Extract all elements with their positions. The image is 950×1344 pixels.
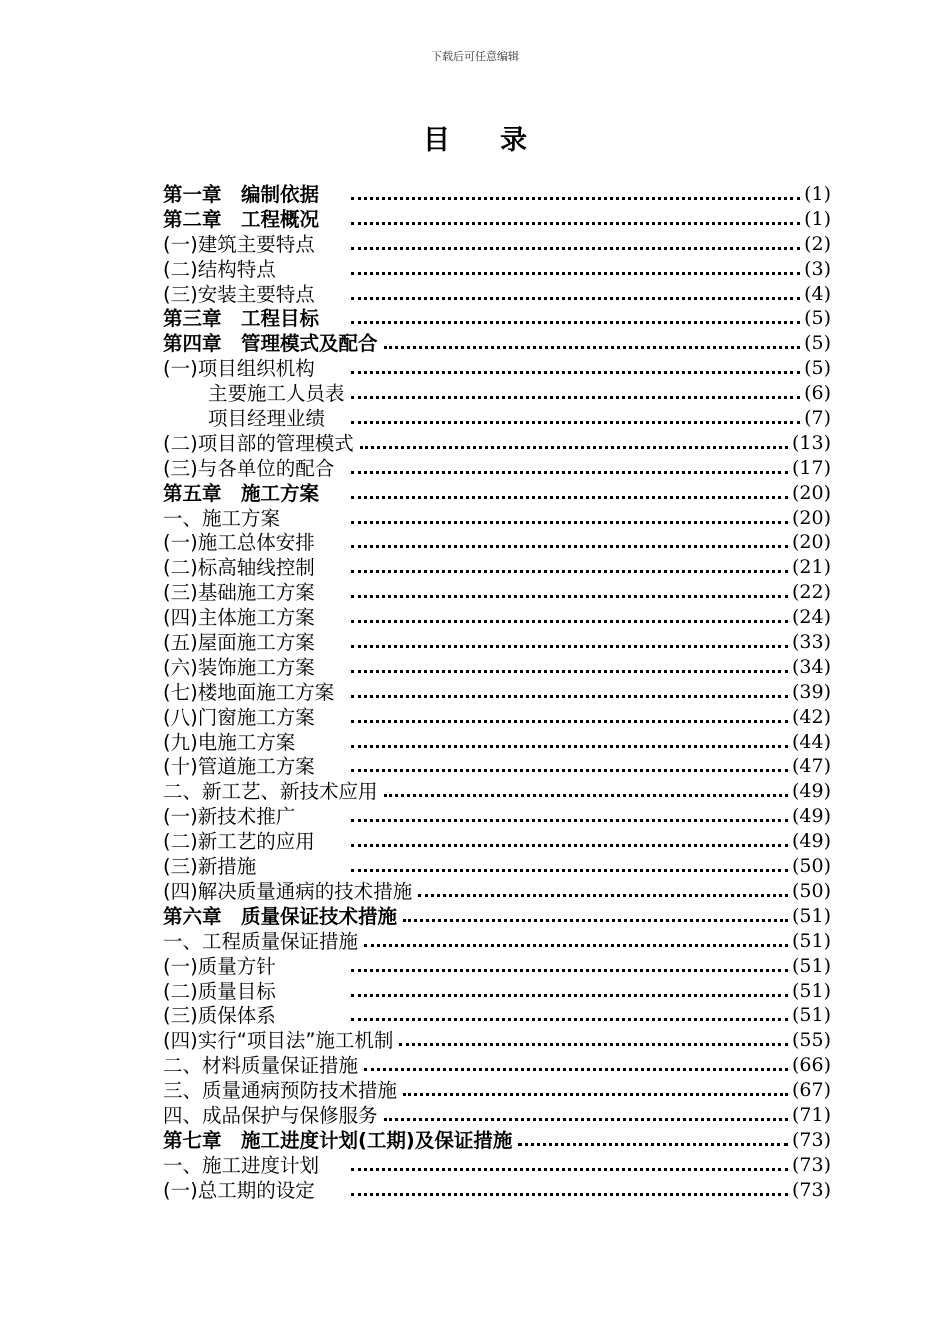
toc-entry-label: 一、施工进度计划 [163,1153,320,1177]
toc-entry [163,1028,831,1053]
toc-entry [163,232,831,257]
toc-entry [163,1153,831,1178]
toc-entry-page: (49) [791,805,831,828]
toc-entry-label: 第七章 施工进度计划(工期)及保证措施 [163,1128,513,1152]
toc-entry-label: (二)标高轴线控制 [163,556,315,580]
toc-entry-label: 项目经理业绩 [208,407,326,431]
toc-entry-label: (七)楼地面施工方案 [163,680,335,704]
toc-entry [163,929,831,954]
toc-entry-page: (73) [791,1153,831,1176]
toc-entry-page: (51) [791,929,831,952]
toc-entry-page: (49) [791,780,831,803]
toc-entry [163,331,831,356]
dot-leader [384,794,788,797]
toc-entry [163,1053,831,1078]
toc-entry-label: (二)新工艺的应用 [163,830,315,854]
toc-entry-label: 主要施工人员表 [208,382,345,406]
toc-entry-page: (73) [791,1128,831,1151]
toc-entry-page: (2) [804,232,831,255]
dot-leader [351,247,800,250]
dot-leader [351,620,788,623]
toc-entry-page: (5) [804,307,831,330]
dot-leader [403,919,788,922]
toc-entry-page: (55) [791,1029,831,1052]
toc-entry [163,530,831,555]
toc-entry-label: (二)结构特点 [163,257,276,281]
dot-leader [351,1168,788,1171]
toc-entry-page: (20) [791,481,831,504]
toc-entry-page: (5) [804,357,831,380]
dot-leader [351,197,800,200]
toc-entry-page: (24) [791,606,831,629]
toc-entry-page: (67) [791,1079,831,1102]
page-header: 下载后可任意编辑 [431,50,519,63]
toc-entry-page: (20) [791,531,831,554]
dot-leader [351,645,788,648]
toc-entry-page: (4) [804,282,831,305]
toc-entry-label: 第四章 管理模式及配合 [163,332,378,356]
toc-entry-label: (一)新技术推广 [163,805,296,829]
dot-leader [351,670,788,673]
dot-leader [518,1143,788,1146]
dot-leader [351,819,788,822]
dot-leader [351,471,788,474]
dot-leader [403,1093,788,1096]
toc-entry-page: (1) [804,207,831,230]
dot-leader [360,446,788,449]
toc-entry-label: (十)管道施工方案 [163,755,315,779]
toc-entry-label: 第一章 编制依据 [163,183,320,206]
toc-entry-page: (1) [804,183,831,205]
toc-entry-page: (6) [804,382,831,405]
toc-entry-page: (51) [791,1004,831,1027]
toc-entry [163,580,831,605]
dot-leader [351,720,788,723]
toc-entry [163,954,831,979]
dot-leader [351,396,800,399]
toc-entry [163,630,831,655]
dot-leader [351,969,788,972]
toc-entry-label: 一、施工方案 [163,506,281,530]
dot-leader [351,297,800,300]
dot-leader [399,1043,788,1046]
toc-entry [163,555,831,580]
toc-entry-label: (九)电施工方案 [163,730,296,754]
toc-entry [163,779,831,804]
toc-entry [163,207,831,232]
toc-entry-label: 第三章 工程目标 [163,307,320,331]
toc-entry-label: (四)主体施工方案 [163,606,315,630]
toc-entry-page: (42) [791,705,831,728]
toc-entry-label: (四)解决质量通病的技术措施 [163,879,413,903]
dot-leader [418,894,788,897]
toc-entry-label: 二、新工艺、新技术应用 [163,780,378,804]
toc-entry [163,456,831,481]
toc-entry-page: (47) [791,755,831,778]
toc-entry-page: (22) [791,581,831,604]
dot-leader [351,1018,788,1021]
dot-leader [351,321,800,324]
toc-entry-label: 三、质量通病预防技术措施 [163,1079,398,1103]
toc-entry-page: (7) [804,407,831,430]
toc-entry-label: (三)安装主要特点 [163,282,315,306]
toc-entry-label: 第五章 施工方案 [163,481,320,505]
toc-entry [163,904,831,929]
toc-entry [163,605,831,630]
toc-entry-label: (一)施工总体安排 [163,531,315,555]
dot-leader [351,272,800,275]
toc-entry-page: (3) [804,257,831,280]
dot-leader [351,545,788,548]
toc-entry-page: (49) [791,830,831,853]
toc-entry [163,655,831,680]
dot-leader [351,994,788,997]
toc-entry [163,257,831,282]
document-title: 目录 [423,125,577,156]
toc-entry-label: 第二章 工程概况 [163,207,320,231]
toc-entry-page: (73) [791,1178,831,1201]
toc-entry-page: (5) [804,332,831,355]
toc-entry-page: (13) [791,431,831,454]
toc-entry-page: (51) [791,979,831,1002]
dot-leader [351,869,788,872]
toc-entry [163,1103,831,1128]
toc-entry-page: (50) [791,855,831,878]
dot-leader [384,1118,788,1121]
toc-entry-page: (71) [791,1103,831,1126]
toc-entry-label: (四)实行“项目法”施工机制 [163,1029,394,1053]
dot-leader [384,346,800,349]
toc-entry-label: (三)质保体系 [163,1004,276,1028]
toc-entry [163,829,831,854]
dot-leader [351,371,800,374]
toc-entry-label: (三)新措施 [163,855,257,879]
dot-leader [351,769,788,772]
toc-entry [163,381,831,406]
dot-leader [364,1068,788,1071]
toc-entry-page: (20) [791,506,831,529]
toc-entry-label: 第六章 质量保证技术措施 [163,904,398,928]
toc-entry [163,879,831,904]
toc-entry-label: (一)项目组织机构 [163,357,315,381]
toc-entry [163,481,831,506]
toc-entry-page: (34) [791,655,831,678]
dot-leader [351,496,788,499]
toc-entry-page: (66) [791,1054,831,1077]
dot-leader [351,595,788,598]
dot-leader [351,222,800,225]
toc-entry [163,306,831,331]
toc-entry-label: 二、材料质量保证措施 [163,1054,359,1078]
toc-entry-label: (一)质量方针 [163,954,276,978]
toc-entry [163,680,831,705]
toc-entry [163,356,831,381]
toc-entry-label: (五)屋面施工方案 [163,631,315,655]
toc-entry-label: (八)门窗施工方案 [163,705,315,729]
toc-entry-page: (33) [791,631,831,654]
toc-entry-page: (17) [791,456,831,479]
toc-entry [163,854,831,879]
toc-entry [163,705,831,730]
toc-entry-page: (21) [791,556,831,579]
dot-leader [351,695,788,698]
toc-entry-label: (二)质量目标 [163,979,276,1003]
toc-entry-label: (一)总工期的设定 [163,1178,315,1202]
toc-entry-page: (44) [791,730,831,753]
toc-entry [163,182,831,207]
dot-leader [351,521,788,524]
toc-entry-page: (39) [791,680,831,703]
toc-entry-label: (三)基础施工方案 [163,581,315,605]
dot-leader [351,844,788,847]
toc-entry-page: (50) [791,879,831,902]
dot-leader [364,944,788,947]
dot-leader [351,421,800,424]
toc-entry [163,804,831,829]
toc-entry-label: 一、工程质量保证措施 [163,929,359,953]
toc-entry [163,979,831,1004]
toc-entry [163,1003,831,1028]
dot-leader [351,1193,788,1196]
toc-entry-label: (三)与各单位的配合 [163,456,335,480]
toc-entry-label: (六)装饰施工方案 [163,655,315,679]
toc-entry-page: (51) [791,954,831,977]
dot-leader [351,570,788,573]
toc-entry [163,1078,831,1103]
toc-entry [163,282,831,307]
toc-entry-label: (一)建筑主要特点 [163,232,315,256]
toc-entry [163,406,831,431]
toc-entry [163,754,831,779]
table-of-contents [163,182,831,1203]
toc-entry [163,1178,831,1203]
toc-entry [163,506,831,531]
toc-entry-label: (二)项目部的管理模式 [163,431,354,455]
toc-entry [163,730,831,755]
toc-entry-label: 四、成品保护与保修服务 [163,1103,378,1127]
toc-entry-page: (51) [791,904,831,927]
toc-entry [163,431,831,456]
dot-leader [351,745,788,748]
toc-entry [163,1128,831,1153]
